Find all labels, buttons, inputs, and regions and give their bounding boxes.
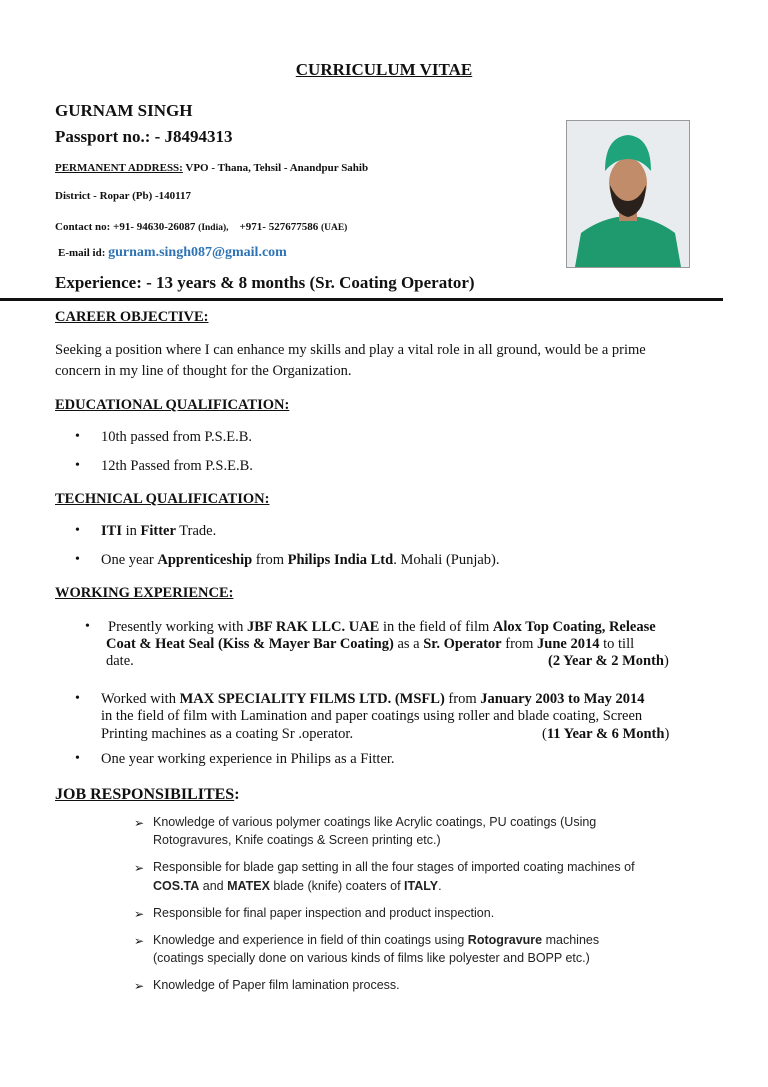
bold-text: (2 Year & 2 Month [548, 653, 664, 669]
contact-segment: (UAE) [320, 223, 348, 233]
bold-text: Philips India Ltd [287, 552, 394, 568]
text-segment: machines [542, 933, 600, 947]
bold-text: Alox Top Coating, Release [492, 619, 656, 635]
text-segment: blade (knife) coaters of [269, 879, 405, 893]
bullet-icon: • [85, 619, 90, 634]
passport-number: Passport no.: - J8494313 [55, 127, 233, 146]
technical-item [101, 523, 216, 540]
education-item: 10th passed from P.S.E.B. [101, 429, 253, 445]
bullet-icon: • [75, 523, 80, 538]
bold-text: JBF RAK LLC. UAE [246, 619, 380, 635]
bold-text: MAX SPECIALITY FILMS LTD. [179, 691, 392, 707]
profile-photo [566, 120, 690, 268]
address-label: PERMANENT ADDRESS: [55, 162, 183, 174]
bold-text: Rotogravure [467, 933, 543, 947]
text-segment: Presently working with [108, 619, 247, 635]
permanent-address [55, 162, 368, 174]
bold-text: Fitter [140, 523, 176, 539]
bold-text: Sr. Operator [423, 636, 502, 652]
responsibility-line [153, 815, 596, 829]
candidate-name: GURNAM SINGH [55, 101, 193, 120]
bold-text: ITI [101, 523, 122, 539]
bold-text: 11 Year & 6 Month [546, 726, 665, 742]
bold-text: January 2003 to May 2014 [480, 691, 645, 707]
bullet-icon: • [75, 429, 80, 444]
text-segment: in [121, 523, 141, 539]
responsibility-line [153, 933, 599, 947]
text-segment: from [252, 552, 288, 568]
text-segment: date. [106, 653, 134, 669]
bold-text: COS.TA [153, 879, 200, 893]
text-segment: Knowledge of various polymer coatings like Acrylic coatings, PU coatings (Using [153, 815, 597, 829]
text-segment: and [199, 879, 228, 893]
text-segment: Trade. [175, 523, 217, 539]
job1-line [106, 636, 634, 653]
bold-text: (MSFL) [391, 691, 445, 707]
email-link[interactable]: gurnam.singh087@gmail.com [108, 245, 287, 260]
education-heading: EDUCATIONAL QUALIFICATION: [55, 397, 290, 413]
job2-duration [542, 726, 669, 743]
bold-text: MATEX [227, 879, 270, 893]
responsibility-line [153, 951, 590, 965]
bold-text: Coat & Heat Seal (Kiss & Mayer Bar Coating) [106, 636, 394, 652]
district: District - Ropar (Pb) -140117 [55, 190, 192, 202]
text-segment: Printing machines as a coating Sr .operator. [101, 726, 354, 742]
career-objective-line: concern in my line of thought for the Organization. [55, 363, 352, 379]
education-item: 12th Passed from P.S.E.B. [101, 458, 253, 474]
text-segment: ) [664, 653, 669, 669]
text-segment: . Mohali (Punjab). [393, 552, 500, 568]
address-value: VPO - Thana, Tehsil - Anandpur Sahib [182, 162, 369, 174]
responsibility-line [153, 833, 441, 847]
responsibilities-heading-text: JOB RESPONSIBILITES [55, 786, 235, 803]
bullet-icon: • [75, 552, 80, 567]
bold-text: June 2014 [537, 636, 600, 652]
bullet-icon: • [75, 458, 80, 473]
job1-line [108, 619, 656, 636]
text-segment: Knowledge of Paper film lamination process. [153, 978, 400, 992]
arrow-bullet-icon: ➢ [134, 934, 145, 948]
text-segment: One year [101, 552, 158, 568]
experience-summary: Experience: - 13 years & 8 months (Sr. Coating Operator) [55, 273, 475, 292]
text-segment: in the field of film [379, 619, 493, 635]
job3-line: One year working experience in Philips as a Fitter. [101, 751, 395, 767]
text-segment: Knowledge and experience in field of thin coatings using [153, 933, 468, 947]
text-segment: in the field of film with Lamination and paper coatings using roller and blade coating, Screen [101, 708, 643, 724]
text-segment: ( [542, 726, 547, 742]
job1-line [106, 653, 134, 670]
text-segment: ) [664, 726, 670, 742]
text-segment: Worked with [101, 691, 180, 707]
text-segment: from [444, 691, 481, 707]
arrow-bullet-icon: ➢ [134, 861, 145, 875]
bold-text: ITALY [404, 879, 439, 893]
job1-duration [548, 653, 669, 670]
job2-line [101, 726, 353, 743]
career-objective-heading: CAREER OBJECTIVE: [55, 309, 209, 325]
text-segment: . [438, 879, 442, 893]
contact-segment: Contact no: +91- 94630-26087 [55, 221, 199, 233]
contact-numbers [55, 217, 347, 235]
bullet-icon: • [75, 751, 80, 766]
responsibility-line [153, 978, 400, 992]
contact-segment: +971- 527677586 [228, 221, 321, 233]
responsibilities-heading [55, 786, 240, 804]
job2-line [101, 708, 642, 725]
text-segment: as a [393, 636, 424, 652]
text-segment: Rotogravures, Knife coatings & Screen printing etc.) [153, 833, 441, 847]
responsibility-line [153, 860, 635, 874]
responsibility-line [153, 906, 494, 920]
text-segment: (coatings specially done on various kinds of films like polyester and BOPP etc.) [153, 951, 590, 965]
responsibilities-heading-colon: : [234, 786, 240, 803]
career-objective-line: Seeking a position where I can enhance my skills and play a vital role in all ground, would be a prime [55, 342, 646, 358]
bullet-icon: • [75, 691, 80, 706]
arrow-bullet-icon: ➢ [134, 907, 145, 921]
technical-item [101, 552, 500, 569]
working-experience-heading: WORKING EXPERIENCE: [55, 585, 234, 601]
text-segment: to till [599, 636, 635, 652]
header-divider [0, 298, 723, 301]
arrow-bullet-icon: ➢ [134, 979, 145, 993]
person-photo-icon [567, 121, 689, 267]
text-segment: from [501, 636, 538, 652]
text-segment: Responsible for final paper inspection and product inspection. [153, 906, 495, 920]
technical-heading: TECHNICAL QUALIFICATION: [55, 491, 270, 507]
email-line [58, 245, 287, 261]
contact-segment: (India), [198, 223, 229, 233]
job2-line [101, 691, 645, 708]
bold-text: Apprenticeship [157, 552, 253, 568]
document-title: CURRICULUM VITAE [295, 60, 473, 79]
responsibility-line [153, 879, 442, 893]
text-segment: Responsible for blade gap setting in all the four stages of imported coating machines of [153, 860, 635, 874]
email-label: E-mail id: [58, 247, 109, 259]
arrow-bullet-icon: ➢ [134, 816, 145, 830]
